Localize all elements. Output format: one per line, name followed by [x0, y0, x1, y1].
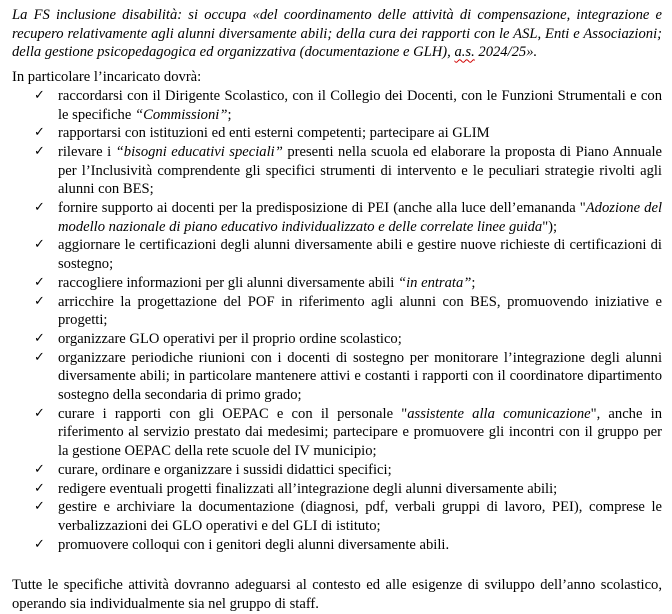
list-item-italic-text: “bisogni educativi speciali”	[115, 143, 283, 160]
list-item	[34, 274, 662, 293]
closing-paragraph: Tutte le specifiche attività dovranno adeguarsi al contesto ed alle esigenze di sviluppo dell’anno scolastico, operando sia individualmente sia nel gruppo di staff.	[12, 577, 662, 613]
list-item	[34, 536, 662, 555]
list-item-text: raccogliere informazioni per gli alunni diversamente abili	[58, 274, 398, 291]
list-item-italic-text: “in entrata”	[397, 274, 472, 291]
list-item	[34, 330, 662, 349]
intro-spellcheck-word: a.s.	[454, 44, 475, 61]
list-item-text: rapportarsi con istituzioni ed enti esterni competenti; partecipare ai GLIM	[58, 125, 490, 142]
list-item	[34, 143, 662, 199]
checkmark-icon: ✓	[34, 125, 45, 141]
checkmark-icon: ✓	[34, 87, 45, 103]
list-item-text: curare, ordinare e organizzare i sussidi didattici specifici;	[58, 461, 392, 478]
list-item-text: organizzare GLO operativi per il proprio ordine scolastico;	[58, 330, 402, 347]
list-item-text: organizzare periodiche riunioni con i docenti di sostegno per monitorare l’integrazione degli alunni diversamente abili; in particolare mantenere attivi e costanti i rapporti con il coordinatore dipartimento sostegno della secondaria di primo grado;	[58, 349, 662, 404]
checkmark-icon: ✓	[34, 536, 45, 552]
list-lead-text: In particolare l’incaricato dovrà:	[12, 69, 202, 86]
list-item-text: promuovere colloqui con i genitori degli alunni diversamente abili.	[58, 536, 450, 553]
intro-paragraph	[12, 6, 662, 62]
list-item-text: rilevare i	[58, 143, 116, 160]
list-item-text: raccordarsi con il Dirigente Scolastico, con il Collegio dei Docenti, con le Funzioni Strumentali e con le specifiche	[58, 87, 662, 123]
list-item-text: curare i rapporti con gli OEPAC e con il personale "	[58, 405, 408, 422]
list-item-text-end: ;	[227, 106, 232, 123]
list-item-text: gestire e archiviare la documentazione (diagnosi, pdf, verbali gruppi di lavoro, PEI), comprese le verbalizzazioni dei GLO operativi e del GLI di istituto;	[58, 499, 662, 534]
list-item	[34, 199, 662, 236]
list-item	[34, 236, 662, 273]
checkmark-icon: ✓	[34, 499, 45, 515]
checkmark-icon: ✓	[34, 274, 45, 290]
checkmark-icon: ✓	[34, 237, 45, 253]
task-list	[12, 87, 662, 555]
list-item	[34, 87, 662, 124]
intro-text: La FS inclusione disabilità: si occupa «del coordinamento delle attività di compensazione, integrazione e recupero relativamente agli alunni diversamente abili; della cura dei rapporti con le ASL, Enti e Associazioni; della gestione psicopedagogica ed organizzativa (documentazione e GLH),	[12, 7, 662, 61]
list-item-text-end: ;	[471, 274, 476, 291]
checkmark-icon: ✓	[34, 405, 45, 421]
list-item-italic-text: “Commissioni”	[134, 106, 228, 123]
checkmark-icon: ✓	[34, 461, 45, 477]
list-item-text: fornire supporto ai docenti per la predisposizione di PEI (anche alla luce dell’emananda "	[58, 200, 586, 217]
checkmark-icon: ✓	[34, 293, 45, 309]
checkmark-icon: ✓	[34, 480, 45, 496]
list-item-italic-text: assistente alla comunicazione	[407, 405, 591, 422]
list-item-text-end: presenti nella scuola ed elaborare la proposta di Piano Annuale per l’Inclusività comprendente gli specifici strumenti di intervento e le peculiari strategie rivolti agli alunni con BES;	[58, 143, 662, 198]
list-item	[34, 124, 662, 143]
checkmark-icon: ✓	[34, 330, 45, 346]
list-item-text-end: ", anche in riferimento al servizio prestato dai medesimi; partecipare e promuovere gli incontri con il gruppo per la gestione OEPAC della rete scuole del IV municipio;	[58, 405, 663, 460]
list-item-text: redigere eventuali progetti finalizzati all’integrazione degli alunni diversamente abili;	[58, 480, 558, 497]
checkmark-icon: ✓	[34, 200, 45, 216]
checkmark-icon: ✓	[34, 349, 45, 365]
list-item-text-end: ");	[542, 218, 558, 235]
list-item-text: arricchire la progettazione del POF in riferimento agli alunni con BES, promuovendo iniziative e progetti;	[58, 293, 662, 329]
list-item	[34, 461, 662, 480]
checkmark-icon: ✓	[34, 143, 45, 159]
list-item	[34, 349, 662, 405]
list-item-text: aggiornare le certificazioni degli alunni diversamente abili e gestire nuove richieste di certificazioni di sostegno;	[58, 237, 662, 273]
list-item	[34, 405, 663, 461]
list-item	[34, 480, 662, 499]
intro-text-end: 2024/25».	[474, 44, 538, 61]
list-item	[34, 498, 662, 535]
list-item-italic-text: Adozione del modello nazionale di piano educativo individualizzato e delle correlate linee guida	[58, 200, 662, 235]
list-item	[34, 293, 662, 330]
